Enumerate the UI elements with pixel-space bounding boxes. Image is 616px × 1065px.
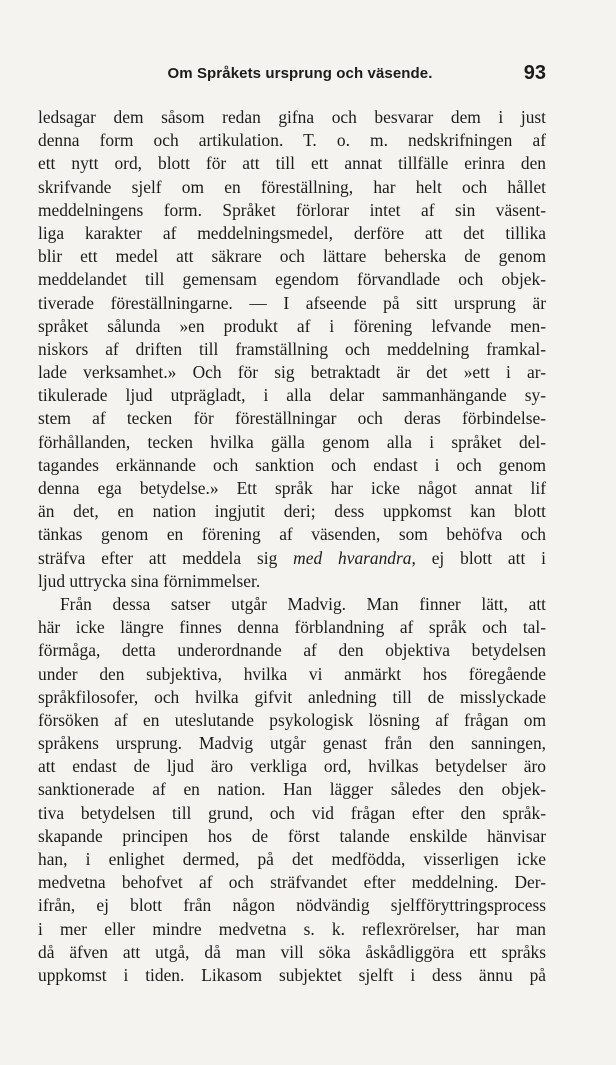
- body-text: [38, 106, 546, 987]
- text-line: att endast de ljud äro verkliga ord, hvilkas betydelser äro: [38, 756, 546, 777]
- text-line: sanktionerade af en nation. Han lägger således den objek-: [38, 779, 546, 800]
- text-line-with-italic: [38, 547, 546, 570]
- text-line: niskors af driften till framställning och meddelning framkal-: [38, 338, 546, 359]
- text-line: språket sålunda »en produkt af i förening lefvande men-: [38, 315, 546, 336]
- text-line: stem af tecken för föreställningar och deras förbindelse-: [38, 408, 546, 429]
- running-head: [0, 62, 616, 88]
- page-number: 93: [523, 62, 546, 84]
- text-line: tiva betydelsen till grund, och vid frågan efter den språk-: [38, 802, 546, 823]
- text-line: ifrån, ej blott från någon nödvändig sjelfföryttringsprocess: [38, 895, 546, 916]
- running-title: Om Språkets ursprung och väsende.: [167, 65, 433, 82]
- text-line: försöken af en uteslutande psykologisk lösning af frågan om: [38, 709, 546, 730]
- text-line: blir ett medel att säkrare och lättare beherska de genom: [38, 246, 546, 267]
- text-line: skapande principen hos de först talande enskilde hänvisar: [38, 825, 546, 846]
- line-end: , ej blott att i: [411, 547, 547, 568]
- text-line: här icke längre finnes denna förblandning af språk och tal-: [38, 617, 546, 638]
- text-line: lade verksamhet.» Och för sig betraktadt är det »ett i ar-: [38, 362, 546, 383]
- text-line: han, i enlighet dermed, på det medfödda, visserligen icke: [38, 849, 546, 869]
- text-line: denna form och artikulation. T. o. m. nedskrifningen af: [38, 130, 546, 151]
- text-line: ett nytt ord, blott för att till ett annat tillfälle erinra den: [38, 153, 546, 174]
- text-line: tikulerade ljud utprägladt, i alla delar sammanhängande sy-: [38, 385, 546, 406]
- text-line: medvetna behofvet af och sträfvandet efter meddelning. Der-: [38, 872, 546, 893]
- text-line: då äfven att utgå, då man vill söka åskådliggöra ett språks: [38, 941, 546, 962]
- text-line: förmåga, detta underordnande af den objektiva betydelsen: [38, 640, 546, 661]
- text-line: skrifvande sjelf om en föreställning, har helt och hållet: [38, 176, 546, 197]
- text-line: språkfilosofer, och hvilka gifvit anledning till de misslyckade: [38, 686, 546, 707]
- text-line: förhållanden, tecken hvilka gälla genom alla i språket del-: [38, 431, 546, 452]
- text-line: liga karakter af meddelningsmedel, derföre att det tillika: [38, 222, 546, 243]
- text-line: än det, en nation ingjutit deri; dess uppkomst kan blott: [38, 501, 546, 522]
- text-line: språkens ursprung. Madvig utgår genast från den sanningen,: [38, 733, 546, 754]
- text-line: meddelningens form. Språket förlorar intet af sin väsent-: [38, 199, 546, 220]
- text-line: uppkomst i tiden. Likasom subjektet sjelft i dess ännu på: [38, 964, 546, 985]
- text-line: under den subjektiva, hvilka vi anmärkt hos föregående: [38, 663, 546, 684]
- text-line: ledsagar dem såsom redan gifna och besvarar dem i just: [38, 107, 546, 127]
- text-line: denna ega betydelse.» Ett språk har icke något annat lif: [38, 478, 546, 498]
- line-text: ljud uttrycka sina förnimmelser.: [38, 570, 261, 591]
- text-line: meddelandet till gemensam egendom förvandlade och objek-: [38, 269, 546, 290]
- text-line: tiverade föreställningarne. — I afseende på sitt ursprung är: [38, 292, 546, 313]
- text-line: i mer eller mindre medvetna s. k. reflexrörelser, har man: [38, 918, 546, 939]
- paragraph-end-line: [38, 570, 546, 593]
- text-line: tänkas genom en förening af väsenden, som behöfva och: [38, 524, 546, 545]
- text-line: tagandes erkännande och sanktion och endast i och genom: [38, 454, 546, 475]
- line-start: sträfva efter att meddela sig: [38, 547, 294, 568]
- italic-phrase: med hvarandra: [293, 547, 412, 568]
- paragraph-start-line: Från dessa satser utgår Madvig. Man finner lätt, att: [60, 593, 546, 614]
